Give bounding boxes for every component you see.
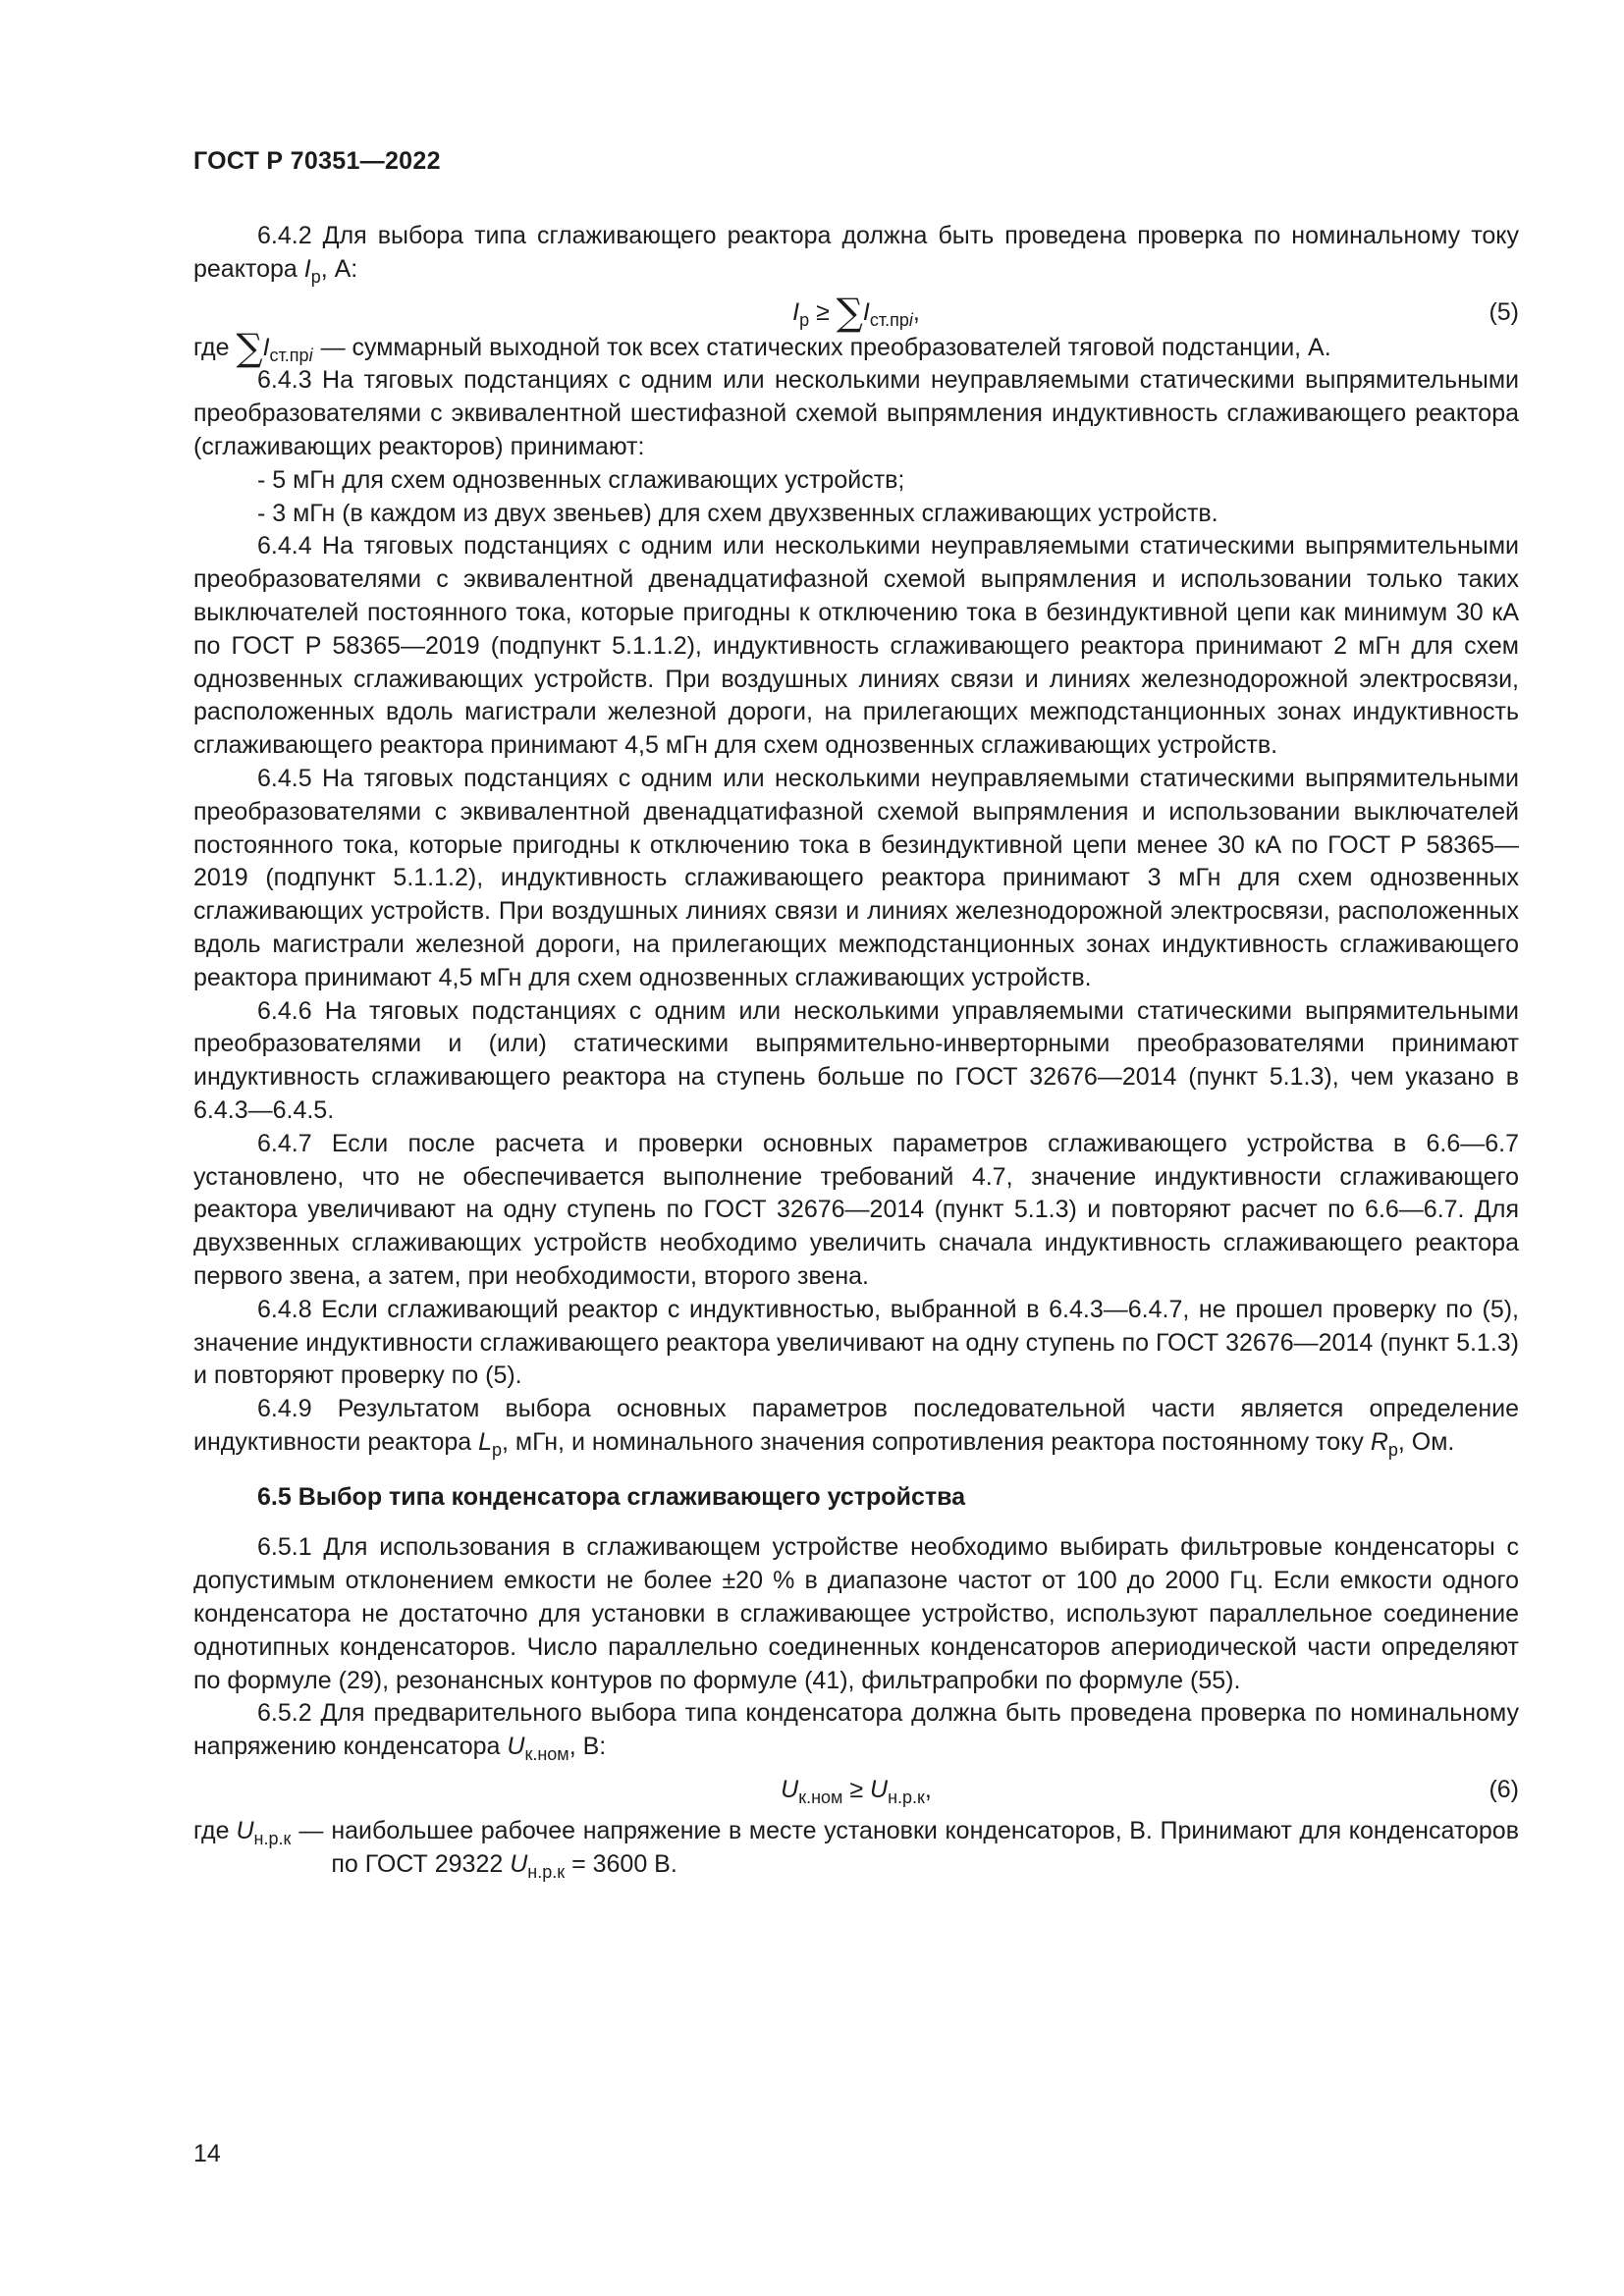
where-clause-5 xyxy=(193,325,1519,369)
paragraph-6-5-2: 6.5.2 Для предварительного выбора типа конденсатора должна быть проведена проверка по номинальному напряжению конденсатора $U_{к.ном}$, В: xyxy=(193,1699,1519,1765)
paragraph-6-4-3: 6.4.3 На тяговых подстанциях с одним или несколькими неуправляемыми статическими выпрямительными преобразователями с эквивалентной шестифазной схемой выпрямления индуктивность сглаживающего реактора (сглаживающих реакторов) принимают: xyxy=(193,366,1519,460)
page-number: 14 xyxy=(193,2140,221,2167)
section-heading-6-5: 6.5 Выбор типа конденсатора сглаживающего устройства xyxy=(257,1482,966,1511)
formula-6 xyxy=(193,1766,1519,1813)
list-item-3mgn: - 3 мГн (в каждом из двух звеньев) для схем двухзвенных сглаживающих устройств. xyxy=(257,499,1218,527)
where-5-definition: — суммарный выходной ток всех статических преобразователей тяговой подстанции, А. xyxy=(320,333,1331,361)
formula-5-expression: $I_р \ge \sum I_{ст.прi}$, xyxy=(792,290,920,334)
where-6-definition: наибольшее рабочее напряжение в месте установки конденсаторов, В. Принимают для конденсаторов по ГОСТ 29322 $U_{н.р.к} = 3600$ В. xyxy=(331,1817,1519,1882)
list-item-5mgn: - 5 мГн для схем однозвенных сглаживающих устройств; xyxy=(257,465,905,494)
formula-5-number: (5) xyxy=(1489,297,1519,326)
document-body xyxy=(193,220,1519,1882)
paragraph-6-5-1: 6.5.1 Для использования в сглаживающем устройстве необходимо выбирать фильтровые конденсаторы с допустимым отклонением емкости не более ±20 % в диапазоне частот от 100 до 2000 Гц. Если емкости одного конденсатора не достаточно для установки в сглаживающее устройство, используют параллельное соединение однотипных конденсаторов. Число параллельно соединенных конденсаторов апериодической части определяют по формуле (29), резонансных контуров по формуле (41), фильтрапробки по формуле (55). xyxy=(193,1533,1519,1694)
paragraph-6-4-9: 6.4.9 Результатом выбора основных параметров последовательной части является определение индуктивности реактора $L_р$, мГн, и номинального значения сопротивления реактора постоянному току $R_р$, Ом. xyxy=(193,1395,1519,1460)
where-5-term: где $\sum I_{ст.прi}$ xyxy=(193,325,313,369)
paragraph-6-4-5: 6.4.5 На тяговых подстанциях с одним или несколькими неуправляемыми статическими выпрямительными преобразователями с эквивалентной двенадцатифазной схемой выпрямления и использовании выключателей постоянного тока, которые пригодны к отключению тока в безиндуктивной цепи менее 30 кА по ГОСТ Р 58365—2019 (подпункт 5.1.1.2), индуктивность сглаживающего реактора принимают 3 мГн для схем однозвенных сглаживающих устройств. При воздушных линиях связи и линиях железнодорожной электросвязи, расположенных вдоль магистрали железной дороги, на прилегающих межподстанционных зонах индуктивность сглаживающего реактора принимают 4,5 мГн для схем однозвенных сглаживающих устройств. xyxy=(193,764,1519,991)
paragraph-6-4-4: 6.4.4 На тяговых подстанциях с одним или несколькими неуправляемыми статическими выпрямительными преобразователями с эквивалентной двенадцатифазной схемой выпрямления и использовании только таких выключателей постоянного тока, которые пригодны к отключению тока в безиндуктивной цепи как минимум 30 кА по ГОСТ Р 58365—2019 (подпункт 5.1.1.2), индуктивность сглаживающего реактора принимают 2 мГн для схем однозвенных сглаживающих устройств. При воздушных линиях связи и линиях железнодорожной электросвязи, расположенных вдоль магистрали железной дороги, на прилегающих межподстанционных зонах индуктивность сглаживающего реактора принимают 4,5 мГн для схем однозвенных сглаживающих устройств. xyxy=(193,532,1519,760)
where-6-dash: — xyxy=(298,1817,324,1845)
paragraph-6-4-8: 6.4.8 Если сглаживающий реактор с индуктивностью, выбранной в 6.4.3—6.4.7, не прошел проверку по (5), значение индуктивности сглаживающего реактора увеличивают на одну ступень по ГОСТ 32676—2014 (пункт 5.1.3) и повторяют проверку по (5). xyxy=(193,1295,1519,1390)
formula-6-number: (6) xyxy=(1489,1776,1519,1804)
where-clause-6 xyxy=(193,1815,1519,1882)
paragraph-6-4-7: 6.4.7 Если после расчета и проверки основных параметров сглаживающего устройства в 6.6—6.7 установлено, что не обеспечивается выполнение требований 4.7, значение индуктивности сглаживающего реактора увеличивают на одну ступень по ГОСТ 32676—2014 (пункт 5.1.3) и повторяют расчет по 6.6—6.7. Для двухзвенных сглаживающих устройств необходимо увеличить сначала индуктивность сглаживающего реактора первого звена, а затем, при необходимости, второго звена. xyxy=(193,1129,1519,1290)
document-code: ГОСТ Р 70351—2022 xyxy=(193,147,441,175)
paragraph-6-4-2: 6.4.2 Для выбора типа сглаживающего реактора должна быть проведена проверка по номинальному току реактора $I_р$, А: xyxy=(193,222,1519,287)
paragraph-6-4-6: 6.4.6 На тяговых подстанциях с одним или несколькими управляемыми статическими выпрямительными преобразователями и (или) статическими выпрямительно-инверторными преобразователями принимают индуктивность сглаживающего реактора на ступень больше по ГОСТ 32676—2014 (пункт 5.1.3), чем указано в 6.4.3—6.4.5. xyxy=(193,996,1519,1124)
formula-6-expression: $U_{к.ном} \ge U_{н.р.к}$, xyxy=(781,1776,932,1808)
where-6-term: где $U_{н.р.к}$ xyxy=(193,1817,292,1849)
formula-5 xyxy=(193,289,1519,336)
